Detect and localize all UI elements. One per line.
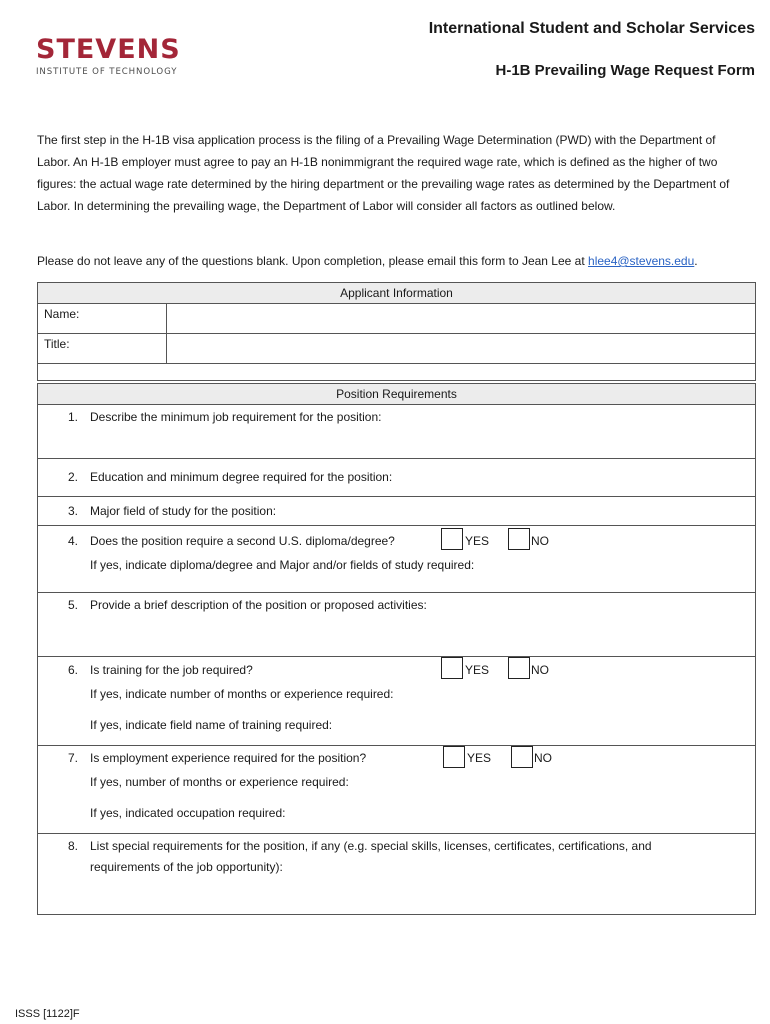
position-requirements-table — [37, 383, 756, 915]
q7-yes-checkbox[interactable] — [443, 746, 465, 768]
q3-number: 3. — [68, 504, 79, 518]
stevens-logo — [36, 36, 181, 77]
q1-number: 1. — [68, 410, 79, 424]
q4-row[interactable] — [38, 526, 756, 593]
title-field[interactable] — [167, 334, 756, 364]
q8-text-continued: requirements of the job opportunity): — [90, 860, 283, 874]
logo-wordmark: STEVENS — [36, 34, 181, 65]
q7-number: 7. — [68, 751, 79, 765]
q6-row[interactable] — [38, 657, 756, 746]
q7-no-label: NO — [534, 751, 552, 765]
contact-email-link[interactable]: hlee4@stevens.edu — [588, 254, 695, 268]
name-field[interactable] — [167, 304, 756, 334]
position-requirements-heading: Position Requirements — [38, 384, 756, 405]
title-label: Title: — [38, 334, 167, 364]
q6-no-label: NO — [531, 663, 549, 677]
applicant-info-table — [37, 282, 756, 381]
instructions — [37, 250, 757, 272]
q4-number: 4. — [68, 534, 79, 548]
q4-followup: If yes, indicate diploma/degree and Major and/or fields of study required: — [90, 558, 475, 572]
q8-number: 8. — [68, 839, 79, 853]
q1-row[interactable] — [38, 405, 756, 459]
office-title: International Student and Scholar Services — [428, 20, 755, 37]
q7-followup-months: If yes, number of months or experience required: — [90, 775, 349, 789]
q6-yes-label: YES — [465, 663, 490, 677]
q5-number: 5. — [68, 598, 79, 612]
q4-yes-checkbox[interactable] — [441, 528, 463, 550]
form-code-footer: ISSS [1122]F — [15, 1008, 80, 1020]
q4-text: Does the position require a second U.S. diploma/degree? — [90, 534, 395, 548]
form-title: H-1B Prevailing Wage Request Form — [495, 62, 755, 79]
q6-number: 6. — [68, 663, 79, 677]
q6-yes-checkbox[interactable] — [441, 657, 463, 679]
q4-yes-label: YES — [465, 534, 490, 548]
q2-number: 2. — [68, 470, 79, 484]
q7-row[interactable] — [38, 746, 756, 834]
q4-no-label: NO — [531, 534, 549, 548]
q6-followup-field: If yes, indicate field name of training required: — [90, 718, 333, 732]
spacer-row — [38, 364, 756, 381]
q6-followup-months: If yes, indicate number of months or experience required: — [90, 687, 394, 701]
q1-text: Describe the minimum job requirement for the position: — [90, 410, 382, 424]
q5-text: Provide a brief description of the position or proposed activities: — [90, 598, 427, 612]
q4-no-checkbox[interactable] — [508, 528, 530, 550]
q7-text: Is employment experience required for the position? — [90, 751, 367, 765]
q6-text: Is training for the job required? — [90, 663, 253, 677]
q6-no-checkbox[interactable] — [508, 657, 530, 679]
q2-text: Education and minimum degree required for the position: — [90, 470, 393, 484]
q8-row[interactable] — [38, 834, 756, 915]
q3-row[interactable] — [38, 497, 756, 526]
intro-paragraph: The first step in the H-1B visa application process is the filing of a Prevailing Wage Determination (PWD) with the Department of Labor. An H-1B employer must agree to pay an H-1B nonimmigrant the required wage rate, which is defined as the higher of two figures: the actual wage rate determined by the hiring department or the prevailing wage rates as determined by the Department of Labor. In determining the prevailing wage, the Department of Labor will consider all factors as outlined below. — [37, 133, 730, 213]
q7-followup-occupation: If yes, indicated occupation required: — [90, 806, 286, 820]
q8-text: List special requirements for the position, if any (e.g. special skills, licenses, certificates, certifications, and — [90, 839, 652, 853]
instructions-end: . — [694, 254, 698, 268]
logo-subtitle: INSTITUTE OF TECHNOLOGY — [36, 67, 178, 77]
q2-row[interactable] — [38, 459, 756, 497]
q5-row[interactable] — [38, 593, 756, 657]
instructions-text: Please do not leave any of the questions blank. Upon completion, please email this form to Jean Lee at — [37, 254, 589, 268]
name-label: Name: — [38, 304, 167, 334]
q3-text: Major field of study for the position: — [90, 504, 277, 518]
applicant-info-heading: Applicant Information — [38, 283, 756, 304]
q7-yes-label: YES — [467, 751, 492, 765]
q7-no-checkbox[interactable] — [511, 746, 533, 768]
